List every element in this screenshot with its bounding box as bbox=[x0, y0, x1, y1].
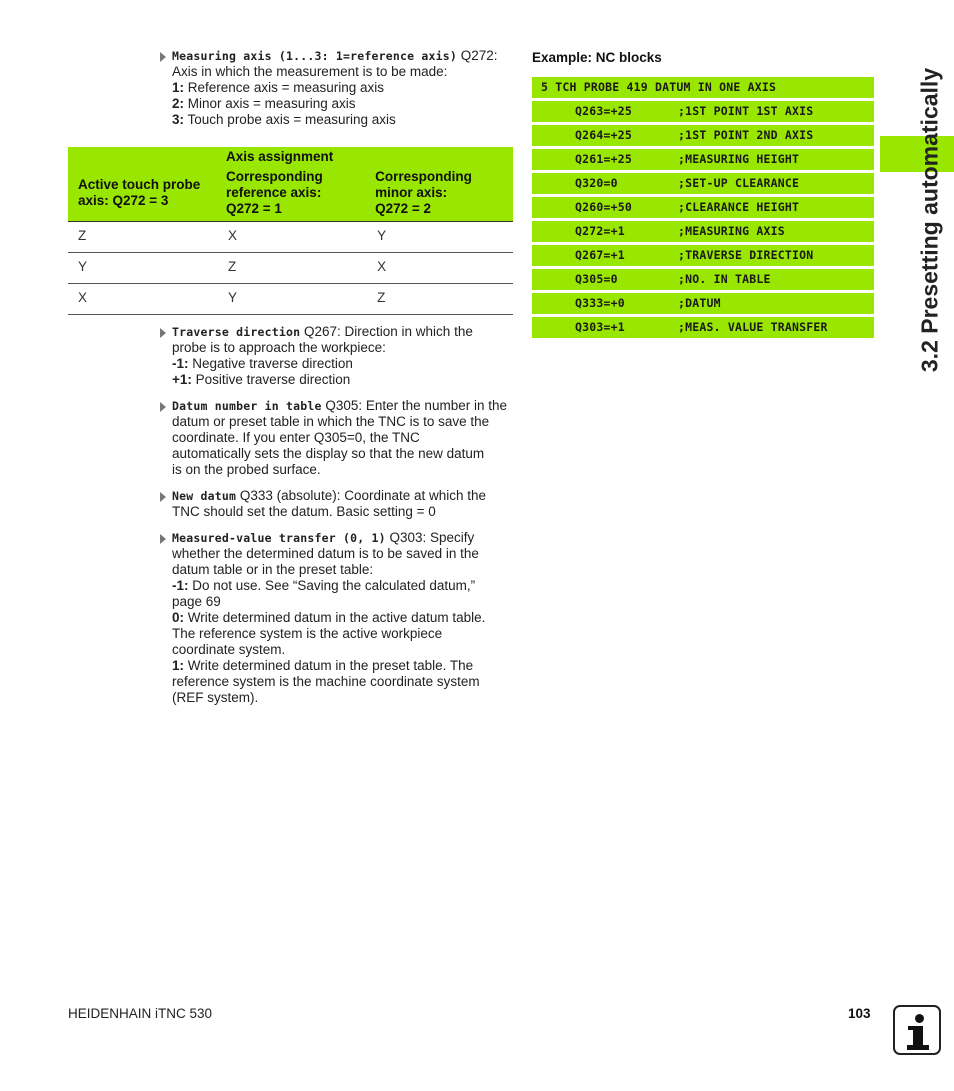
axis-assignment-title: Axis assignment bbox=[218, 147, 367, 167]
param-q272: Measuring axis (1...3: 1=reference axis) Q272: Axis in which the measurement is to be made: 1: Reference axis = measuring axis 2: Minor axis = measuring axis 3: Touch probe axis = measuring axis bbox=[158, 48, 514, 128]
param-q267: Traverse direction Q267: Direction in which the probe is to approach the workpiece: -1: Negative traverse direction +1: Positive traverse direction bbox=[158, 324, 514, 388]
example-title: Example: NC blocks bbox=[532, 50, 662, 65]
arrow-right-icon bbox=[160, 534, 166, 544]
nc-line: Q333=+0 ;DATUM bbox=[532, 293, 874, 314]
param-q305: Datum number in table Q305: Enter the number in the datum or preset table in which the TNC is to save the coordinate. If you enter Q305=0, the TNC automatically sets the display so that the new datum is on the probed surface. bbox=[158, 398, 514, 478]
nc-line: Q260=+50 ;CLEARANCE HEIGHT bbox=[532, 197, 874, 218]
arrow-right-icon bbox=[160, 492, 166, 502]
table-row: Y Z X bbox=[68, 253, 513, 284]
nc-header-row: 5 TCH PROBE 419 DATUM IN ONE AXIS bbox=[532, 77, 874, 98]
parameter-list-bottom bbox=[158, 324, 514, 716]
page-number: 103 bbox=[848, 1006, 871, 1021]
nc-line: Q261=+25 ;MEASURING HEIGHT bbox=[532, 149, 874, 170]
arrow-right-icon bbox=[160, 328, 166, 338]
info-icon bbox=[893, 1005, 941, 1055]
nc-line: Q264=+25 ;1ST POINT 2ND AXIS bbox=[532, 125, 874, 146]
param-q303: Measured-value transfer (0, 1) Q303: Specify whether the determined datum is to be saved in the datum table or in the preset table: -1: Do not use. See “Saving the calculated datum,” page 69 0: Write determined datum in the active datum table. The reference system is the active workpiece coordinate system. 1: Write determined datum in the preset table. The reference system is the machine coordinate system (REF system). bbox=[158, 530, 514, 706]
axis-assignment-table bbox=[68, 147, 513, 315]
table-row: Z X Y bbox=[68, 222, 513, 253]
nc-line: Q303=+1 ;MEAS. VALUE TRANSFER bbox=[532, 317, 874, 338]
param-q272-name: Measuring axis (1...3: 1=reference axis) bbox=[172, 49, 457, 63]
nc-line: Q305=0 ;NO. IN TABLE bbox=[532, 269, 874, 290]
table-row: X Y Z bbox=[68, 284, 513, 315]
col-reference-axis: Corresponding reference axis: Q272 = 1 bbox=[218, 167, 367, 222]
nc-line: Q320=0 ;SET-UP CLEARANCE bbox=[532, 173, 874, 194]
col-minor-axis: Corresponding minor axis: Q272 = 2 bbox=[367, 167, 513, 222]
arrow-right-icon bbox=[160, 402, 166, 412]
chapter-title: 3.2 Presetting automatically bbox=[916, 67, 943, 373]
nc-block-list bbox=[532, 77, 874, 341]
nc-line: Q272=+1 ;MEASURING AXIS bbox=[532, 221, 874, 242]
parameter-list-top bbox=[158, 48, 514, 138]
param-q333: New datum Q333 (absolute): Coordinate at which the TNC should set the datum. Basic setting = 0 bbox=[158, 488, 514, 520]
footer-product: HEIDENHAIN iTNC 530 bbox=[68, 1006, 213, 1021]
arrow-right-icon bbox=[160, 52, 166, 62]
nc-line: Q263=+25 ;1ST POINT 1ST AXIS bbox=[532, 101, 874, 122]
nc-line: Q267=+1 ;TRAVERSE DIRECTION bbox=[532, 245, 874, 266]
col-active-probe-axis: Active touch probe axis: Q272 = 3 bbox=[68, 167, 218, 222]
